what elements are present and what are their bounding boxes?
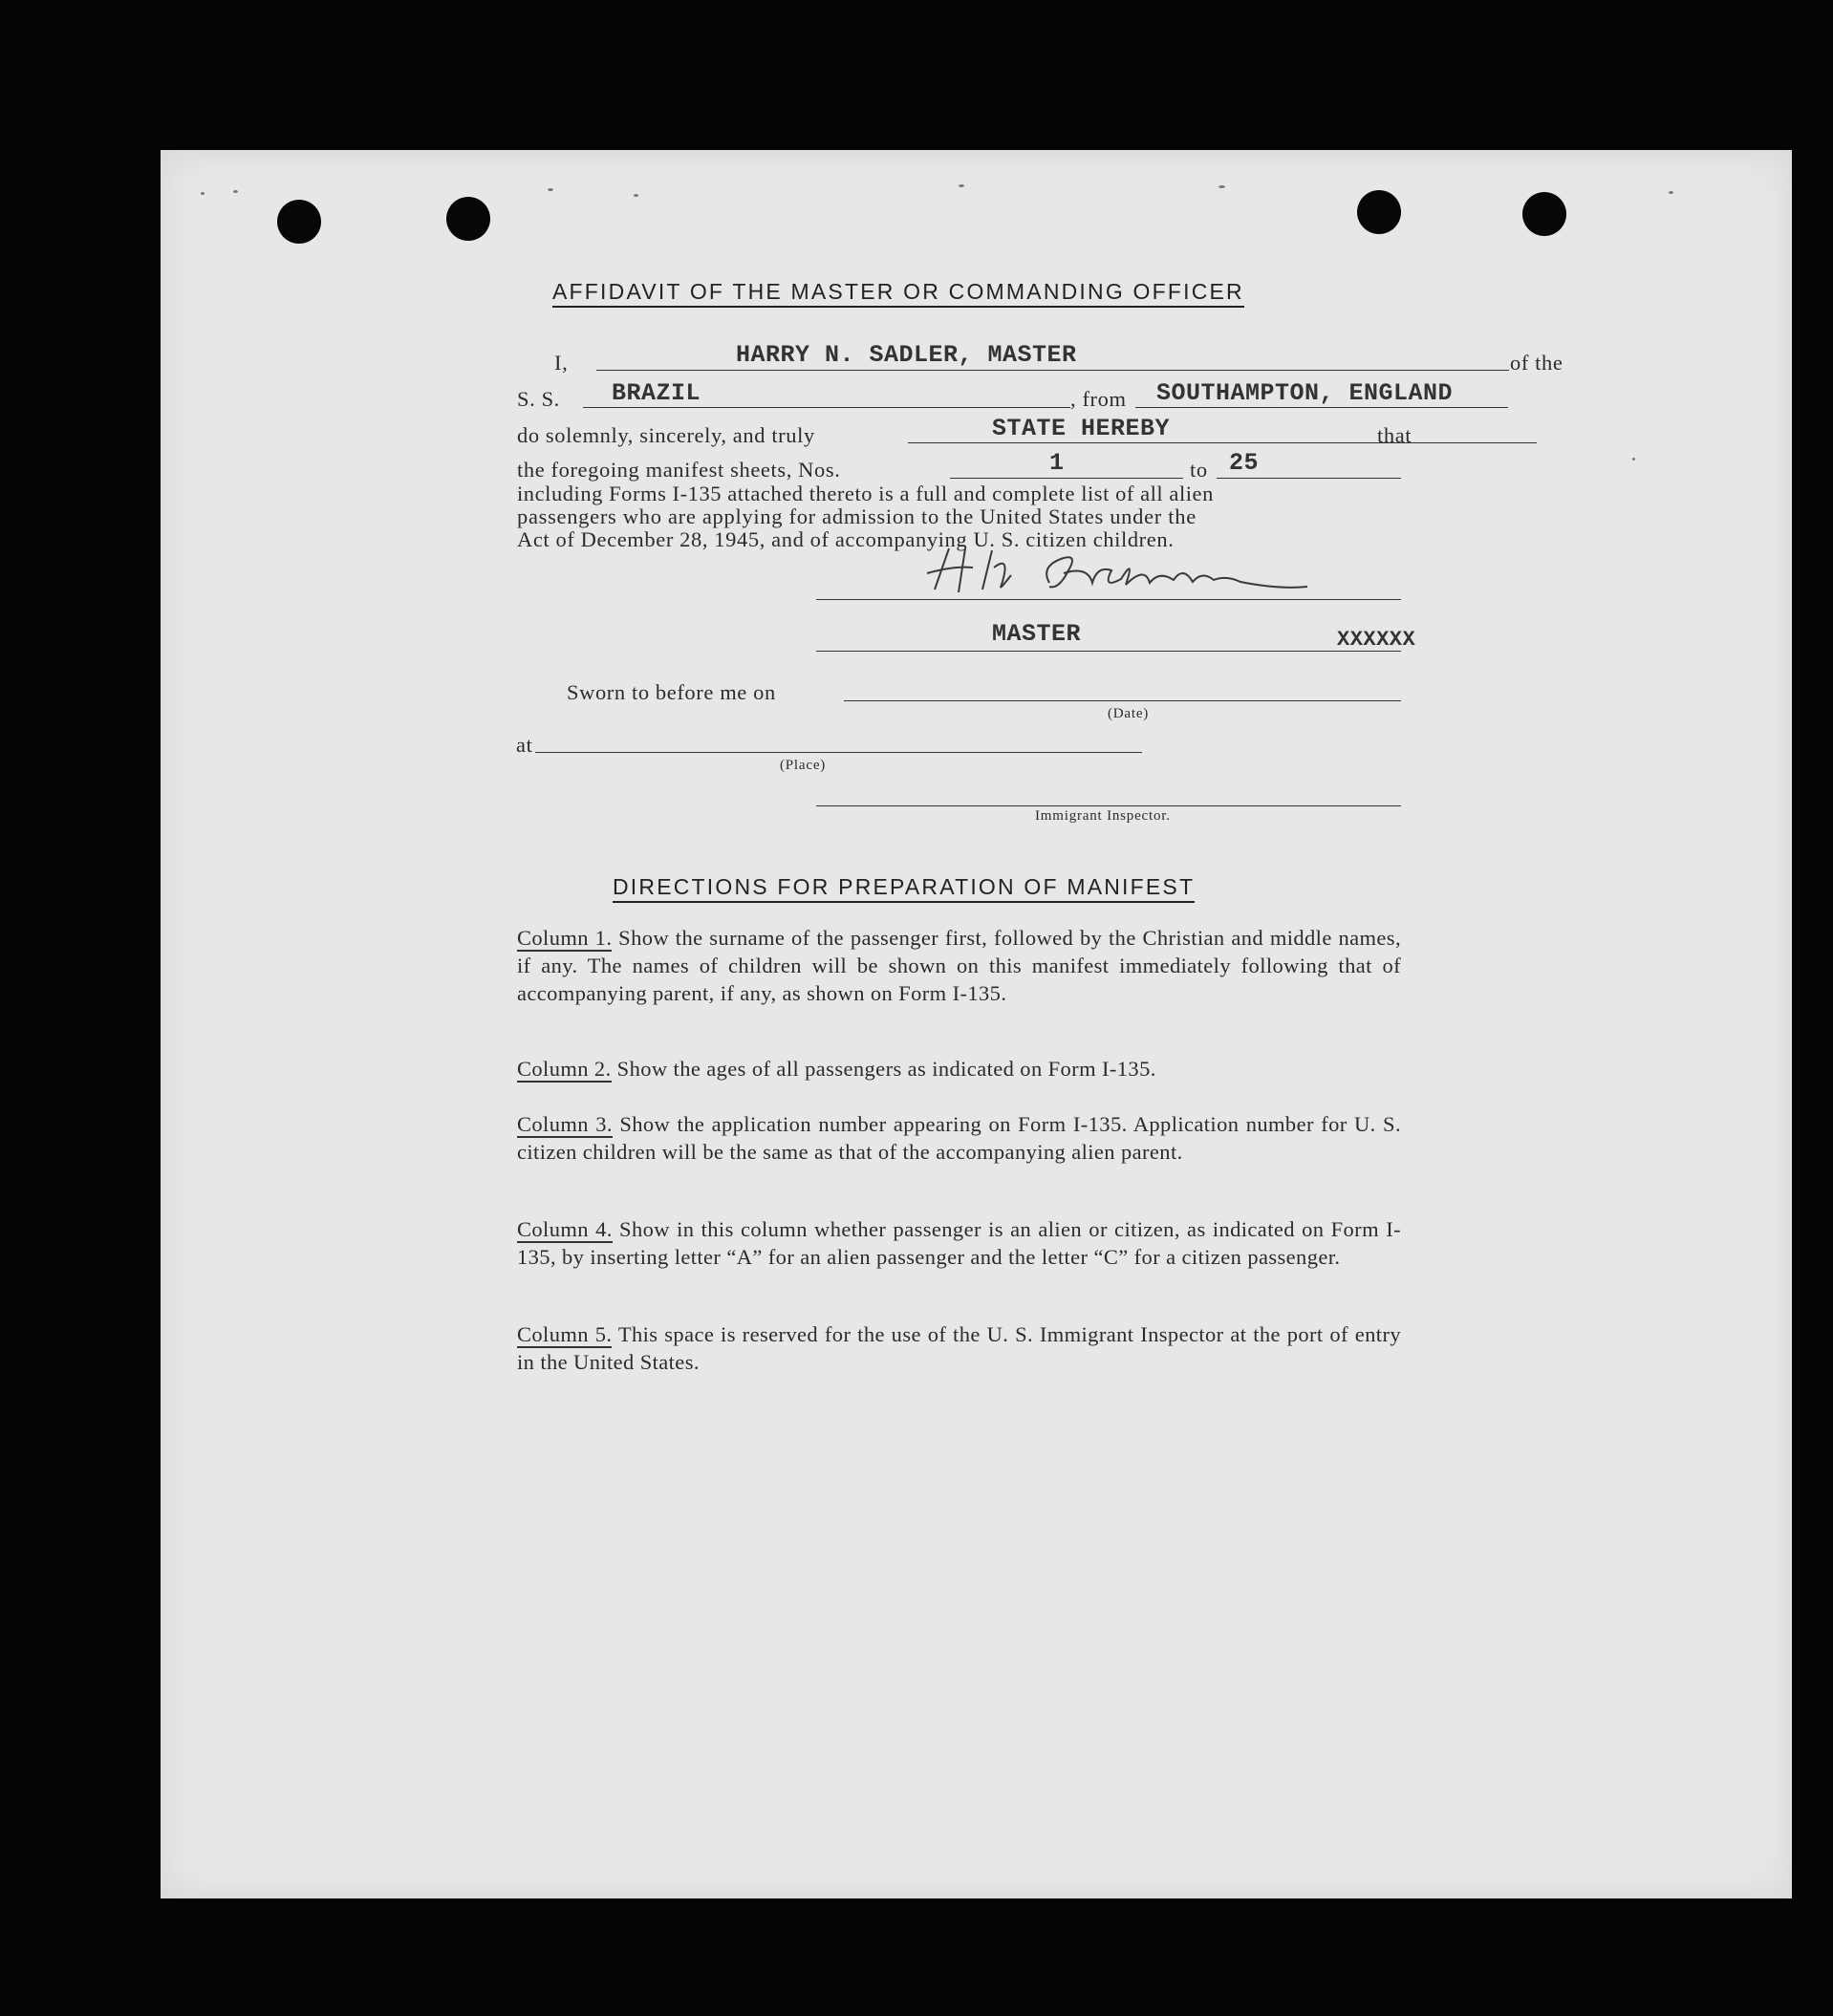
affidavit-body-line: Act of December 28, 1945, and of accompanying U. S. citizen children.	[517, 527, 1175, 551]
nos-from-line	[950, 478, 1183, 479]
state-line	[908, 442, 1537, 443]
nos-to-value: 25	[1229, 449, 1260, 477]
direction-item	[517, 924, 1401, 1007]
direction-item	[517, 1215, 1401, 1271]
nos-from-value: 1	[1049, 449, 1065, 477]
master-signature	[906, 537, 1346, 604]
title-line	[816, 651, 1401, 652]
scan-speck	[233, 190, 238, 193]
direction-column-label: Column 5.	[517, 1322, 613, 1346]
directions-heading: DIRECTIONS FOR PREPARATION OF MANIFEST	[613, 874, 1195, 900]
place-line	[535, 752, 1142, 753]
affidavit-body-line: including Forms I-135 attached thereto is a full and complete list of all alien	[517, 482, 1214, 505]
from-port-value: SOUTHAMPTON, ENGLAND	[1156, 379, 1454, 407]
affidavit-heading: AFFIDAVIT OF THE MASTER OR COMMANDING OFFICER	[552, 279, 1244, 305]
scan-speck	[634, 194, 638, 197]
direction-column-label: Column 1.	[517, 926, 613, 950]
direction-column-label: Column 4.	[517, 1217, 613, 1241]
inspector-caption: Immigrant Inspector.	[1035, 808, 1171, 824]
scan-speck	[959, 184, 964, 187]
solemnly-label: do solemnly, sincerely, and truly	[517, 423, 815, 447]
to-label: to	[1190, 458, 1208, 482]
inspector-line	[816, 805, 1401, 806]
sworn-label: Sworn to before me on	[567, 680, 776, 704]
punch-hole	[446, 197, 490, 241]
direction-text: Show the ages of all passengers as indicated on Form I-135.	[616, 1057, 1156, 1081]
scan-speck	[1669, 191, 1673, 194]
affidavit-body-line: passengers who are applying for admission to the United States under the	[517, 504, 1197, 528]
punch-hole	[277, 200, 321, 244]
ss-label: S. S.	[517, 387, 560, 411]
from-label: , from	[1070, 387, 1127, 411]
ship-name-line	[583, 407, 1070, 408]
document-page	[161, 150, 1792, 1898]
direction-item	[517, 1055, 1401, 1083]
master-name-line	[596, 370, 1509, 371]
title-strikeout: XXXXXX	[1337, 628, 1416, 652]
date-line	[844, 700, 1401, 701]
date-caption: (Date)	[1108, 706, 1150, 721]
place-caption: (Place)	[780, 758, 827, 773]
punch-hole	[1357, 190, 1401, 234]
title-value: MASTER	[992, 620, 1082, 648]
of-the-label: of the	[1510, 351, 1563, 375]
from-port-line	[1135, 407, 1508, 408]
that-label: that	[1377, 423, 1412, 447]
signature-line	[816, 599, 1401, 600]
direction-text: This space is reserved for the use of the U. S. Immigrant Inspector at the port of entry in the United States.	[517, 1322, 1401, 1374]
direction-text: Show the application number appearing on Form I-135. Application number for U. S. citizen children will be the same as that of the accompanying alien parent.	[517, 1112, 1401, 1164]
direction-item	[517, 1320, 1401, 1376]
at-label: at	[516, 733, 533, 757]
scan-speck	[1632, 458, 1635, 461]
scan-speck	[201, 192, 205, 195]
direction-item	[517, 1110, 1401, 1166]
state-value: STATE HEREBY	[992, 415, 1171, 442]
i-label: I,	[554, 351, 569, 375]
scan-speck	[548, 188, 553, 191]
direction-column-label: Column 2.	[517, 1057, 612, 1081]
direction-column-label: Column 3.	[517, 1112, 613, 1136]
direction-text: Show in this column whether passenger is an alien or citizen, as indicated on Form I-135, by inserting letter “A” for an alien passenger and the letter “C” for a citizen passenger.	[517, 1217, 1401, 1269]
nos-to-line	[1217, 478, 1401, 479]
foregoing-label: the foregoing manifest sheets, Nos.	[517, 458, 841, 482]
master-name-value: HARRY N. SADLER, MASTER	[736, 341, 1077, 369]
scan-speck	[1218, 185, 1225, 188]
direction-text: Show the surname of the passenger first, followed by the Christian and middle names, if any. The names of children will be shown on this manifest immediately following that of accompanying parent, if any, as shown on Form I-135.	[517, 926, 1401, 1005]
punch-hole	[1522, 192, 1566, 236]
ship-name-value: BRAZIL	[612, 379, 701, 407]
